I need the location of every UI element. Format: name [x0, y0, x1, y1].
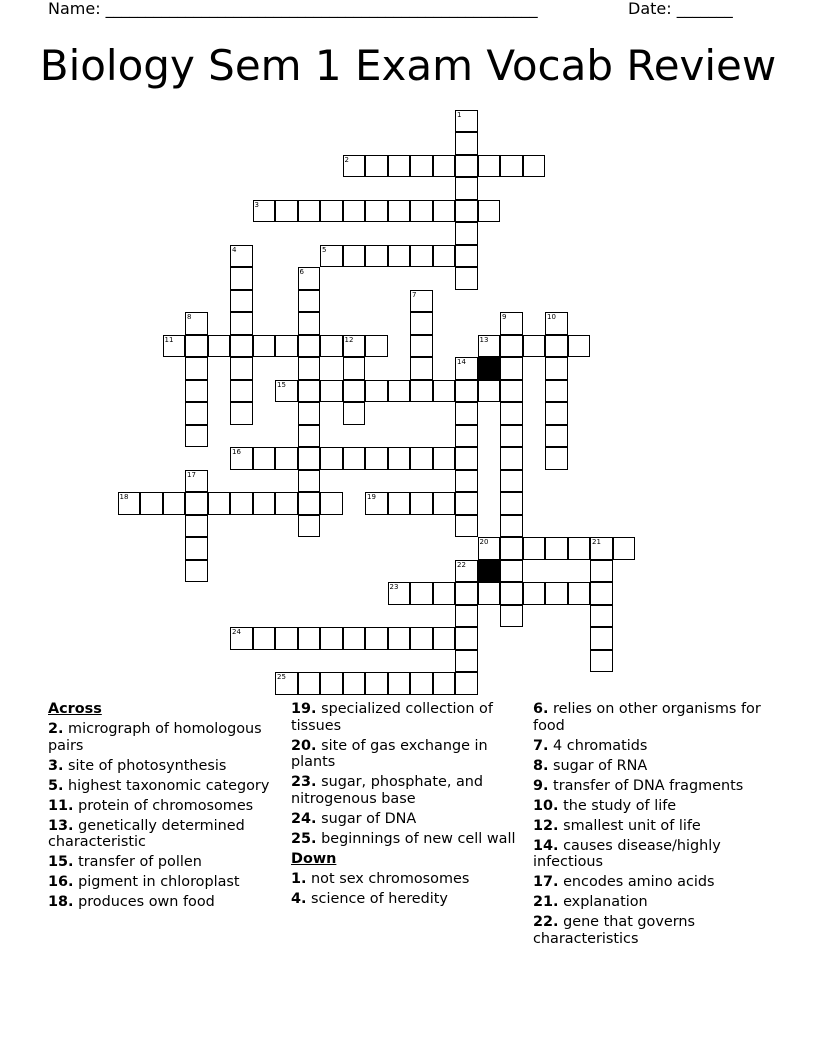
crossword-cell[interactable]: [388, 245, 411, 268]
clue-item: [291, 811, 516, 828]
clue-item: [533, 738, 763, 755]
crossword-cell[interactable]: [590, 650, 613, 673]
clue-item: [48, 778, 278, 795]
clue-item-text: the study of life: [558, 797, 677, 814]
crossword-cell[interactable]: [298, 335, 321, 358]
crossword-cell[interactable]: [275, 335, 298, 358]
clue-item-text: site of gas exchange in plants: [291, 737, 488, 770]
clue-number: 7: [412, 290, 417, 299]
clue-number: 8: [187, 313, 192, 321]
black-cell: [478, 357, 501, 380]
crossword-cell[interactable]: [410, 627, 433, 650]
crossword-cell[interactable]: [275, 492, 298, 515]
black-cell: [478, 560, 501, 583]
crossword-cell[interactable]: [208, 335, 231, 358]
crossword-cell[interactable]: [455, 515, 478, 538]
clue-item-text: not sex chromosomes: [306, 870, 470, 887]
clue-item: [291, 774, 516, 807]
crossword-cell[interactable]: [253, 447, 276, 470]
clue-item-number: 13.: [48, 817, 74, 834]
clue-number: 17: [187, 470, 196, 479]
crossword-cell[interactable]: [500, 537, 523, 560]
clue-number: 10: [547, 313, 556, 321]
crossword-cell[interactable]: [590, 627, 613, 650]
clues-column-1: [48, 701, 278, 914]
clue-item-text: science of heredity: [306, 890, 448, 907]
clue-item: [533, 758, 763, 775]
clue-item-text: 4 chromatids: [548, 737, 648, 754]
crossword-cell[interactable]: [478, 380, 501, 403]
clue-item-number: 1.: [291, 870, 307, 887]
crossword-cell[interactable]: [185, 425, 208, 448]
clue-item-number: 15.: [48, 854, 74, 870]
crossword-cell[interactable]: [298, 200, 321, 223]
clue-item: [533, 818, 763, 835]
clue-item-number: 16.: [48, 874, 74, 890]
clue-item-text: relies on other organisms for food: [533, 701, 761, 734]
clue-item-text: genetically determined characteristic: [48, 817, 245, 850]
crossword-cell[interactable]: [410, 447, 433, 470]
clue-item-text: explanation: [558, 894, 648, 910]
crossword-cell[interactable]: [433, 492, 456, 515]
clue-item: [533, 914, 763, 947]
crossword-cell[interactable]: [185, 537, 208, 560]
clues-column-2: [291, 701, 516, 911]
crossword-cell[interactable]: [590, 605, 613, 628]
clue-item: [291, 871, 516, 888]
crossword-cell[interactable]: [185, 357, 208, 380]
clue-item: [48, 798, 278, 815]
crossword-cell[interactable]: [185, 380, 208, 403]
clue-number: 25: [277, 673, 286, 681]
clue-item-number: 22.: [533, 914, 559, 930]
crossword-cell[interactable]: [455, 155, 478, 178]
clue-number: 19: [367, 493, 376, 501]
clue-item-text: smallest unit of life: [558, 817, 701, 834]
clue-item: [48, 818, 278, 851]
crossword-cell[interactable]: [343, 380, 366, 403]
crossword-cell[interactable]: [523, 537, 546, 560]
crossword-cell[interactable]: [253, 492, 276, 515]
crossword-cell[interactable]: [455, 605, 478, 628]
crossword-cell[interactable]: [320, 447, 343, 470]
crossword-cell[interactable]: [455, 425, 478, 448]
crossword-cell[interactable]: [500, 470, 523, 493]
crossword-cell[interactable]: [455, 132, 478, 155]
crossword-cell[interactable]: [185, 515, 208, 538]
crossword-cell[interactable]: [343, 357, 366, 380]
clue-item-number: 25.: [291, 830, 317, 847]
crossword-cell[interactable]: [545, 357, 568, 380]
crossword-cell[interactable]: [568, 335, 591, 358]
crossword-cell[interactable]: [433, 582, 456, 605]
crossword-cell[interactable]: [365, 200, 388, 223]
clue-item: [48, 874, 278, 891]
crossword-cell[interactable]: [163, 492, 186, 515]
crossword-cell[interactable]: [343, 627, 366, 650]
crossword-cell[interactable]: [433, 155, 456, 178]
clue-item-text: specialized collection of tissues: [291, 701, 493, 734]
crossword-cell[interactable]: [500, 402, 523, 425]
clue-item-text: causes disease/highly infectious: [533, 837, 721, 870]
crossword-cell[interactable]: [500, 425, 523, 448]
crossword-cell[interactable]: [410, 200, 433, 223]
clue-number: 22: [457, 560, 466, 569]
crossword-cell[interactable]: [500, 380, 523, 403]
crossword-cell[interactable]: [185, 492, 208, 515]
clue-item: [48, 894, 278, 911]
crossword-cell[interactable]: [140, 492, 163, 515]
clue-item-number: 10.: [533, 797, 559, 814]
clue-item-text: highest taxonomic category: [63, 777, 270, 794]
clue-item-number: 23.: [291, 774, 317, 790]
clue-item: [291, 831, 516, 848]
crossword-cell[interactable]: [343, 447, 366, 470]
crossword-cell[interactable]: [433, 627, 456, 650]
crossword-cell[interactable]: [275, 200, 298, 223]
page-title: Biology Sem 1 Exam Vocab Review: [39, 41, 777, 90]
crossword-cell[interactable]: [500, 605, 523, 628]
crossword-cell[interactable]: [545, 380, 568, 403]
crossword-cell[interactable]: [455, 177, 478, 200]
clue-number: 4: [232, 245, 237, 254]
clues-column-3: [533, 701, 763, 951]
clue-item: [48, 721, 278, 754]
crossword-cell[interactable]: [253, 627, 276, 650]
crossword-cell[interactable]: [365, 155, 388, 178]
clue-item-number: 21.: [533, 894, 559, 910]
crossword-cell[interactable]: [320, 335, 343, 358]
crossword-cell[interactable]: [230, 335, 253, 358]
crossword-cell[interactable]: [320, 672, 343, 695]
clue-item-number: 4.: [291, 890, 307, 907]
crossword-cell[interactable]: [433, 380, 456, 403]
crossword-cell[interactable]: [320, 380, 343, 403]
clue-item-text: site of photosynthesis: [63, 757, 227, 774]
clue-number: 14: [457, 358, 466, 366]
crossword-cell[interactable]: [343, 402, 366, 425]
crossword-cell[interactable]: [320, 492, 343, 515]
crossword-cell[interactable]: [455, 650, 478, 673]
crossword-cell[interactable]: [455, 470, 478, 493]
crossword-cell[interactable]: [613, 537, 636, 560]
crossword-cell[interactable]: [455, 267, 478, 290]
clue-item-number: 17.: [533, 874, 559, 890]
crossword-cell[interactable]: [478, 582, 501, 605]
crossword-cell[interactable]: [230, 290, 253, 313]
clue-item-text: micrograph of homologous pairs: [48, 721, 262, 754]
crossword-cell[interactable]: [500, 155, 523, 178]
clue-item-text: transfer of DNA fragments: [548, 777, 744, 794]
clue-item-number: 9.: [533, 777, 549, 794]
clue-number: 1: [457, 110, 462, 119]
clue-number: 18: [119, 493, 129, 501]
crossword-cell[interactable]: [568, 537, 591, 560]
crossword-cell[interactable]: [298, 515, 321, 538]
crossword-cell[interactable]: [275, 627, 298, 650]
crossword-cell[interactable]: [455, 672, 478, 695]
down-heading: Down: [291, 850, 337, 867]
crossword-cell[interactable]: [500, 582, 523, 605]
clue-item: [533, 798, 763, 815]
crossword-cell[interactable]: [410, 672, 433, 695]
clue-item-number: 18.: [48, 894, 74, 910]
clue-item-number: 8.: [533, 757, 549, 774]
crossword-cell[interactable]: [523, 155, 546, 178]
clue-item: [48, 758, 278, 775]
clue-item: [533, 778, 763, 795]
clue-number: 24: [232, 628, 241, 636]
clue-number: 20: [479, 538, 489, 546]
clue-item: [48, 854, 278, 871]
clue-item-text: produces own food: [73, 894, 215, 910]
clue-item-number: 5.: [48, 777, 64, 794]
clue-item: [533, 874, 763, 891]
clue-number: 16: [232, 448, 241, 456]
crossword-cell[interactable]: [230, 312, 253, 335]
crossword-cell[interactable]: [545, 425, 568, 448]
crossword-cell[interactable]: [343, 200, 366, 223]
clue-number: 23: [389, 583, 399, 591]
crossword-cell[interactable]: [478, 200, 501, 223]
crossword-cell[interactable]: [410, 492, 433, 515]
crossword-cell[interactable]: [455, 447, 478, 470]
crossword-cell[interactable]: [343, 672, 366, 695]
crossword-cell[interactable]: [433, 200, 456, 223]
clue-number: 15: [277, 380, 286, 389]
clue-number: 11: [164, 335, 174, 344]
crossword-cell[interactable]: [500, 515, 523, 538]
crossword-cell[interactable]: [545, 335, 568, 358]
crossword-cell[interactable]: [208, 492, 231, 515]
crossword-cell[interactable]: [410, 312, 433, 335]
crossword-cell[interactable]: [365, 335, 388, 358]
clue-item-number: 6.: [533, 701, 549, 717]
crossword-cell[interactable]: [298, 380, 321, 403]
crossword-cell[interactable]: [545, 402, 568, 425]
clue-item-number: 7.: [533, 737, 549, 754]
crossword-cell[interactable]: [388, 492, 411, 515]
crossword-cell[interactable]: [365, 447, 388, 470]
crossword-cell[interactable]: [185, 560, 208, 583]
crossword-cell[interactable]: [410, 335, 433, 358]
crossword-cell[interactable]: [320, 627, 343, 650]
clue-item-number: 19.: [291, 701, 317, 717]
crossword-cell[interactable]: [253, 335, 276, 358]
crossword-cell[interactable]: [388, 200, 411, 223]
crossword-cell[interactable]: [545, 447, 568, 470]
crossword-cell[interactable]: [275, 447, 298, 470]
crossword-cell[interactable]: [388, 447, 411, 470]
crossword-cell[interactable]: [455, 402, 478, 425]
crossword-cell[interactable]: [523, 335, 546, 358]
crossword-cell[interactable]: [545, 537, 568, 560]
clue-item-number: 12.: [533, 817, 559, 834]
clue-item: [291, 891, 516, 908]
clue-item: [291, 701, 516, 734]
clue-item: [533, 894, 763, 911]
crossword-cell[interactable]: [410, 357, 433, 380]
clue-item-text: sugar of DNA: [316, 810, 417, 827]
crossword-cell[interactable]: [298, 447, 321, 470]
crossword-cell[interactable]: [185, 335, 208, 358]
clue-number: 5: [322, 245, 327, 254]
crossword-cell[interactable]: [388, 627, 411, 650]
crossword-cell[interactable]: [388, 380, 411, 403]
crossword-cell[interactable]: [230, 267, 253, 290]
crossword-cell[interactable]: [365, 627, 388, 650]
crossword-cell[interactable]: [298, 312, 321, 335]
clue-number: 2: [344, 155, 349, 164]
crossword-cell[interactable]: [500, 357, 523, 380]
crossword-cell[interactable]: [500, 447, 523, 470]
clue-item-text: beginnings of new cell wall: [316, 830, 516, 847]
clue-item-number: 3.: [48, 757, 64, 774]
crossword-cell[interactable]: [343, 245, 366, 268]
crossword-cell[interactable]: [298, 627, 321, 650]
clue-item-text: pigment in chloroplast: [73, 874, 240, 890]
clue-item-number: 2.: [48, 721, 64, 737]
clue-item-number: 11.: [48, 797, 74, 814]
crossword-cell[interactable]: [433, 245, 456, 268]
clue-number: 12: [344, 335, 354, 344]
crossword-cell[interactable]: [500, 560, 523, 583]
crossword-cell[interactable]: [365, 245, 388, 268]
crossword-cell[interactable]: [298, 357, 321, 380]
crossword-cell[interactable]: [455, 582, 478, 605]
crossword-cell[interactable]: [185, 402, 208, 425]
crossword-cell[interactable]: [410, 245, 433, 268]
crossword-cell[interactable]: [298, 470, 321, 493]
crossword-cell[interactable]: [455, 380, 478, 403]
clue-item-text: transfer of pollen: [73, 854, 202, 870]
across-heading: Across: [48, 701, 102, 717]
crossword-cell[interactable]: [230, 380, 253, 403]
clue-item: [533, 838, 763, 871]
crossword-cell[interactable]: [433, 672, 456, 695]
clue-item-number: 14.: [533, 837, 559, 854]
clue-item-text: sugar, phosphate, and nitrogenous base: [291, 774, 484, 807]
crossword-cell[interactable]: [478, 155, 501, 178]
crossword-cell[interactable]: [298, 290, 321, 313]
clue-number: 21: [592, 538, 601, 546]
crossword-cell[interactable]: [590, 582, 613, 605]
crossword-cell[interactable]: [365, 380, 388, 403]
crossword-cell[interactable]: [545, 582, 568, 605]
crossword-cell[interactable]: [298, 402, 321, 425]
crossword-cell[interactable]: [455, 627, 478, 650]
date-field[interactable]: Date: _______: [628, 0, 733, 18]
crossword-cell[interactable]: [365, 672, 388, 695]
crossword-cell[interactable]: [410, 380, 433, 403]
clue-item-text: protein of chromosomes: [73, 797, 254, 814]
clue-item: [533, 701, 763, 734]
crossword-cell[interactable]: [230, 492, 253, 515]
clue-item: [291, 738, 516, 771]
crossword-cell[interactable]: [230, 357, 253, 380]
crossword-cell[interactable]: [298, 425, 321, 448]
crossword-cell[interactable]: [410, 155, 433, 178]
crossword-cell[interactable]: [388, 672, 411, 695]
crossword-cell[interactable]: [230, 402, 253, 425]
crossword-cell[interactable]: [523, 582, 546, 605]
clue-item-number: 20.: [291, 737, 317, 754]
clue-item-number: 24.: [291, 810, 317, 827]
clue-number: 9: [502, 313, 507, 321]
crossword-cell[interactable]: [568, 582, 591, 605]
crossword-cell[interactable]: [500, 335, 523, 358]
name-field[interactable]: Name: ______________________________________________________: [48, 0, 538, 18]
clue-item-text: encodes amino acids: [558, 874, 715, 890]
crossword-cell[interactable]: [455, 245, 478, 268]
crossword-cell[interactable]: [298, 672, 321, 695]
clue-number: 13: [479, 335, 489, 344]
crossword-cell[interactable]: [455, 222, 478, 245]
clue-item-text: gene that governs characteristics: [533, 914, 696, 947]
crossword-cell[interactable]: [320, 200, 343, 223]
crossword-cell[interactable]: [298, 492, 321, 515]
clue-item-text: sugar of RNA: [548, 757, 648, 774]
clue-number: 6: [299, 268, 304, 276]
crossword-cell[interactable]: [455, 492, 478, 515]
clue-number: 3: [254, 200, 259, 209]
crossword-cell[interactable]: [433, 447, 456, 470]
crossword-cell[interactable]: [388, 155, 411, 178]
crossword-cell[interactable]: [455, 200, 478, 223]
crossword-cell[interactable]: [410, 582, 433, 605]
crossword-cell[interactable]: [500, 492, 523, 515]
crossword-cell[interactable]: [590, 560, 613, 583]
